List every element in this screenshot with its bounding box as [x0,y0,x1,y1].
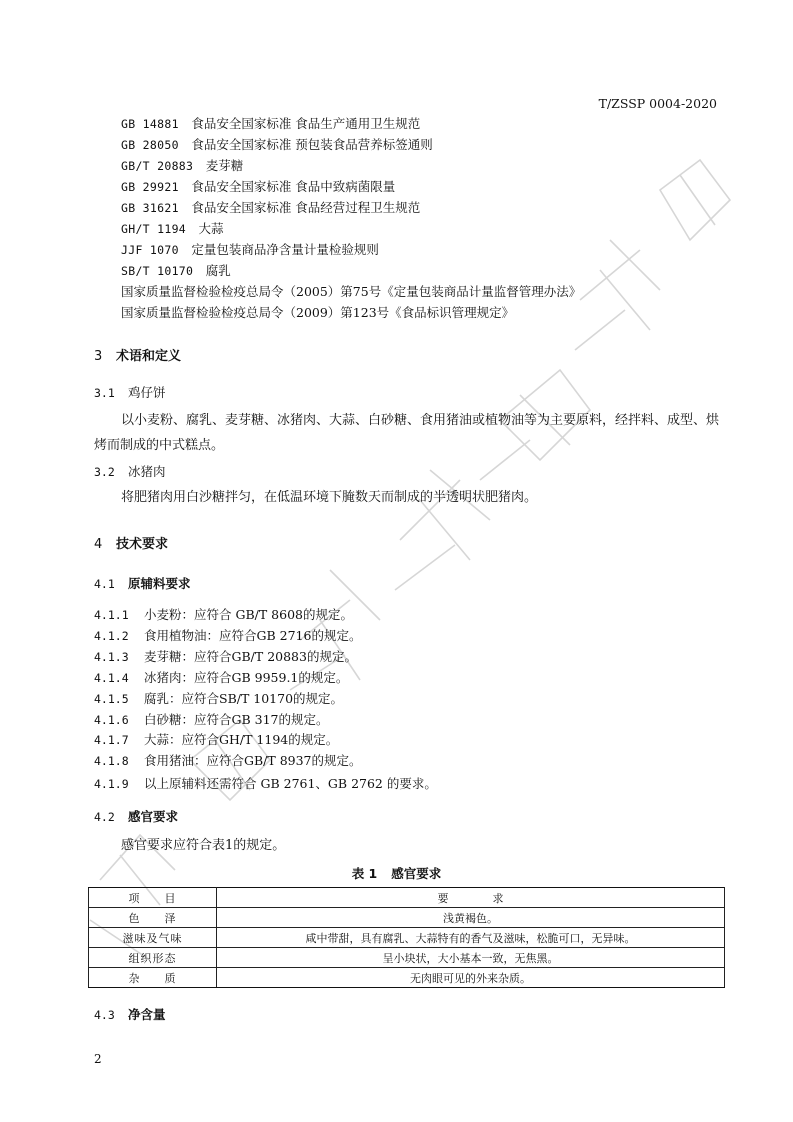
table-cell-item: 组织形态 [89,948,217,968]
subsection-title: 冰猪肉 [128,464,166,479]
item-number: 4.1.1 [94,608,129,622]
column-header: 项 目 [89,888,217,908]
item-text: 以上原辅料还需符合 GB 2761、GB 2762 的要求。 [144,776,437,791]
table-cell-requirement: 浅黄褐色。 [217,908,725,928]
page-number: 2 [94,1052,102,1066]
subsection-heading [94,383,166,401]
subsection-number: 4.2 [94,810,115,824]
table-cell-item: 滋味及气味 [89,928,217,948]
reference-title: 大蒜 [198,221,224,236]
item-number: 4.1.3 [94,650,129,664]
subsection-title: 感官要求 [128,809,179,824]
definition-paragraph: 以小麦粉、腐乳、麦芽糖、冰猪肉、大蒜、白砂糖、食用猪油或植物油等为主要原料，经拌料、成型、烘烤而制成的中式糕点。 [94,413,720,453]
reference-code: GB 31621 [121,201,179,215]
list-item [94,668,348,686]
item-number: 4.1.8 [94,754,129,768]
item-number: 4.1.6 [94,713,129,727]
list-item [94,647,357,665]
item-number: 4.1.4 [94,671,129,685]
reference-title: 定量包装商品净含量计量检验规则 [191,242,379,257]
table-row [89,968,725,988]
subsection-number: 4.3 [94,1008,115,1022]
document-id: T/ZSSP 0004-2020 [598,96,717,111]
reference-title: 食品安全国家标准 食品经营过程卫生规范 [191,200,421,215]
section-title: 术语和定义 [116,349,182,364]
table-cell-requirement: 呈小块状，大小基本一致，无焦黑。 [217,948,725,968]
item-text: 白砂糖：应符合GB 317的规定。 [144,712,329,727]
section-heading [94,345,181,364]
item-text: 小麦粉：应符合 GB/T 8608的规定。 [144,607,353,622]
item-text: 食用猪油：应符合GB/T 8937的规定。 [144,753,362,768]
reference-code: JJF 1070 [121,243,179,257]
list-item [94,689,343,707]
reference-title: 麦芽糖 [205,158,244,173]
section-number: 4 [94,537,103,552]
subsection-number: 3.1 [94,386,115,400]
item-text: 食用植物油：应符合GB 2716的规定。 [144,628,362,643]
subsection-title: 原辅料要求 [128,576,191,591]
item-text: 麦芽糖：应符合GB/T 20883的规定。 [144,649,357,664]
list-item [94,605,353,623]
reference-item [121,156,243,174]
reference-item [121,114,420,132]
item-text: 冰猪肉：应符合GB 9959.1的规定。 [144,670,349,685]
subsection-heading [94,574,191,592]
reference-code: GB 14881 [121,117,179,131]
column-header: 要 求 [217,888,725,908]
subsection-heading [94,1005,166,1023]
list-item [94,774,437,792]
item-number: 4.1.2 [94,629,129,643]
reference-code: GH/T 1194 [121,222,187,236]
table-row [89,928,725,948]
requirement-paragraph: 感官要求应符合表1的规定。 [121,838,286,853]
table-cell-requirement: 咸中带甜，具有腐乳、大蒜特有的香气及滋味，松脆可口，无异味。 [217,928,725,948]
table-caption-title: 感官要求 [391,866,442,881]
table-cell-item: 色 泽 [89,908,217,928]
sensory-requirements-table [88,887,725,988]
list-item [94,626,361,644]
reference-title: 食品安全国家标准 食品生产通用卫生规范 [191,116,421,131]
list-item [94,751,362,769]
table-caption [0,864,793,882]
section-title: 技术要求 [116,537,169,552]
item-number: 4.1.5 [94,692,129,706]
list-item [94,710,329,728]
table-cell-item: 杂 质 [89,968,217,988]
section-number: 3 [94,349,103,364]
decree-item: 国家质量监督检验检疫总局令（2005）第75号《定量包装商品计量监督管理办法》 [121,284,582,299]
reference-code: GB 29921 [121,180,179,194]
reference-item [121,261,231,279]
reference-title: 腐乳 [205,263,231,278]
item-text: 大蒜：应符合GH/T 1194的规定。 [144,732,339,747]
subsection-title: 鸡仔饼 [128,385,166,400]
decree-item: 国家质量监督检验检疫总局令（2009）第123号《食品标识管理规定》 [121,305,515,320]
item-text: 腐乳：应符合SB/T 10170的规定。 [144,691,344,706]
reference-code: GB 28050 [121,138,179,152]
table-cell-requirement: 无肉眼可见的外来杂质。 [217,968,725,988]
subsection-number: 4.1 [94,577,115,591]
item-number: 4.1.7 [94,733,129,747]
subsection-heading [94,462,166,480]
reference-item [121,177,395,195]
reference-item [121,135,433,153]
subsection-heading [94,807,178,825]
item-number: 4.1.9 [94,777,129,791]
list-item [94,730,338,748]
reference-item [121,240,379,258]
table-header-row [89,888,725,908]
table-row [89,948,725,968]
reference-code: SB/T 10170 [121,264,194,278]
reference-title: 食品安全国家标准 食品中致病菌限量 [191,179,396,194]
reference-item [121,198,420,216]
table-caption-number: 表 1 [351,866,378,881]
table-row [89,908,725,928]
reference-title: 食品安全国家标准 预包装食品营养标签通则 [191,137,433,152]
definition-paragraph: 将肥猪肉用白沙糖拌匀，在低温环境下腌数天而制成的半透明状肥猪肉。 [121,490,538,505]
subsection-title: 净含量 [128,1007,166,1022]
reference-code: GB/T 20883 [121,159,194,173]
reference-item [121,219,224,237]
subsection-number: 3.2 [94,465,115,479]
section-heading [94,533,168,552]
